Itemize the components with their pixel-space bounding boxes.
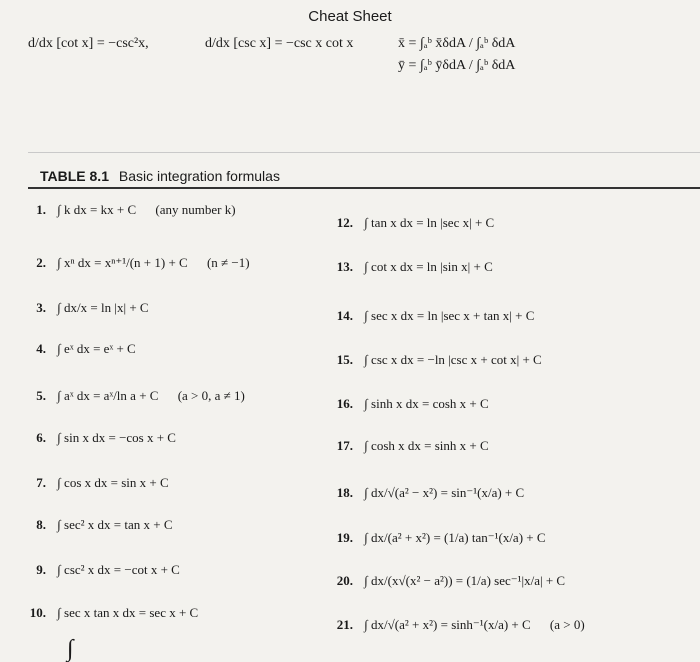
formula-number: 2. bbox=[36, 255, 46, 270]
formula-condition: (n ≠ −1) bbox=[206, 255, 250, 270]
formula-row bbox=[28, 202, 236, 218]
cut-off-integral-sign: ∫ bbox=[67, 636, 74, 662]
formula-text: ∫ sinh x dx = cosh x + C bbox=[364, 396, 489, 411]
formula-text: ∫ cos x dx = sin x + C bbox=[57, 475, 169, 490]
formula-condition: (any number k) bbox=[155, 202, 236, 217]
formula-text: ∫ xⁿ dx = xⁿ⁺¹/(n + 1) + C bbox=[57, 255, 188, 270]
formula-row bbox=[335, 352, 542, 368]
formula-number: 9. bbox=[36, 562, 46, 577]
table-caption-text: Basic integration formulas bbox=[118, 168, 280, 184]
formula-text: ∫ aˣ dx = aˣ/ln a + C bbox=[57, 388, 159, 403]
page-title: Cheat Sheet bbox=[308, 8, 392, 25]
formula-row bbox=[28, 388, 245, 404]
formula-text: ∫ eˣ dx = eˣ + C bbox=[57, 341, 136, 356]
formula-number: 3. bbox=[36, 300, 46, 315]
table-number: TABLE 8.1 bbox=[40, 168, 109, 184]
formula-number: 15. bbox=[336, 352, 353, 367]
formula-row bbox=[28, 341, 136, 357]
formula-text: ∫ sin x dx = −cos x + C bbox=[57, 430, 176, 445]
formula-row bbox=[28, 562, 180, 578]
formula-condition: (a > 0) bbox=[549, 617, 585, 632]
formula-text: ∫ tan x dx = ln |sec x| + C bbox=[364, 215, 495, 230]
xbar-formula: x̄ = ∫ₐᵇ x̄δdA / ∫ₐᵇ δdA bbox=[398, 36, 516, 51]
formula-number: 1. bbox=[36, 202, 46, 217]
derivative-cot-formula: d/dx [cot x] = −csc²x, bbox=[28, 36, 149, 51]
formula-row bbox=[335, 438, 489, 454]
table-caption bbox=[40, 168, 280, 184]
formula-text: ∫ sec x dx = ln |sec x + tan x| + C bbox=[364, 308, 535, 323]
formula-row bbox=[28, 430, 176, 446]
formula-row bbox=[335, 396, 489, 412]
formula-row bbox=[28, 300, 149, 316]
formula-condition: (a > 0, a ≠ 1) bbox=[177, 388, 245, 403]
formula-text: ∫ dx/(x√(x² − a²)) = (1/a) sec⁻¹|x/a| + C bbox=[364, 573, 566, 588]
formula-row bbox=[335, 485, 524, 501]
formula-text: ∫ cot x dx = ln |sin x| + C bbox=[364, 259, 493, 274]
formula-row bbox=[28, 517, 173, 533]
formula-row bbox=[28, 605, 198, 621]
formula-number: 8. bbox=[36, 517, 46, 532]
formula-number: 13. bbox=[336, 259, 353, 274]
table-header-rule bbox=[28, 187, 700, 189]
formula-text: ∫ dx/(a² + x²) = (1/a) tan⁻¹(x/a) + C bbox=[364, 530, 546, 545]
formula-text: ∫ sec² x dx = tan x + C bbox=[57, 517, 173, 532]
formula-text: ∫ k dx = kx + C bbox=[57, 202, 137, 217]
formula-row bbox=[335, 573, 565, 589]
formula-number: 20. bbox=[336, 573, 353, 588]
formula-number: 18. bbox=[336, 485, 353, 500]
formula-text: ∫ dx/x = ln |x| + C bbox=[57, 300, 149, 315]
formula-number: 17. bbox=[336, 438, 353, 453]
formula-number: 14. bbox=[336, 308, 353, 323]
formula-text: ∫ csc x dx = −ln |csc x + cot x| + C bbox=[364, 352, 542, 367]
formula-number: 19. bbox=[336, 530, 353, 545]
formula-text: ∫ sec x tan x dx = sec x + C bbox=[57, 605, 199, 620]
formula-number: 4. bbox=[36, 341, 46, 356]
formula-row bbox=[28, 255, 250, 271]
formula-number: 7. bbox=[36, 475, 46, 490]
formula-row bbox=[335, 215, 494, 231]
ybar-formula: ȳ = ∫ₐᵇ ȳδdA / ∫ₐᵇ δdA bbox=[398, 58, 516, 73]
formula-number: 12. bbox=[336, 215, 353, 230]
formula-text: ∫ dx/√(a² + x²) = sinh⁻¹(x/a) + C bbox=[364, 617, 531, 632]
derivative-csc-formula: d/dx [csc x] = −csc x cot x bbox=[205, 36, 354, 51]
formula-number: 21. bbox=[336, 617, 353, 632]
formula-row bbox=[28, 475, 169, 491]
formula-row bbox=[335, 617, 585, 633]
formula-number: 6. bbox=[36, 430, 46, 445]
formula-row bbox=[335, 259, 493, 275]
formula-text: ∫ cosh x dx = sinh x + C bbox=[364, 438, 489, 453]
formula-number: 5. bbox=[36, 388, 46, 403]
formula-number: 16. bbox=[336, 396, 353, 411]
formula-row bbox=[335, 530, 546, 546]
table-top-rule bbox=[28, 152, 700, 153]
formula-row bbox=[335, 308, 534, 324]
formula-number: 10. bbox=[29, 605, 46, 620]
formula-text: ∫ csc² x dx = −cot x + C bbox=[57, 562, 180, 577]
formula-text: ∫ dx/√(a² − x²) = sin⁻¹(x/a) + C bbox=[364, 485, 525, 500]
